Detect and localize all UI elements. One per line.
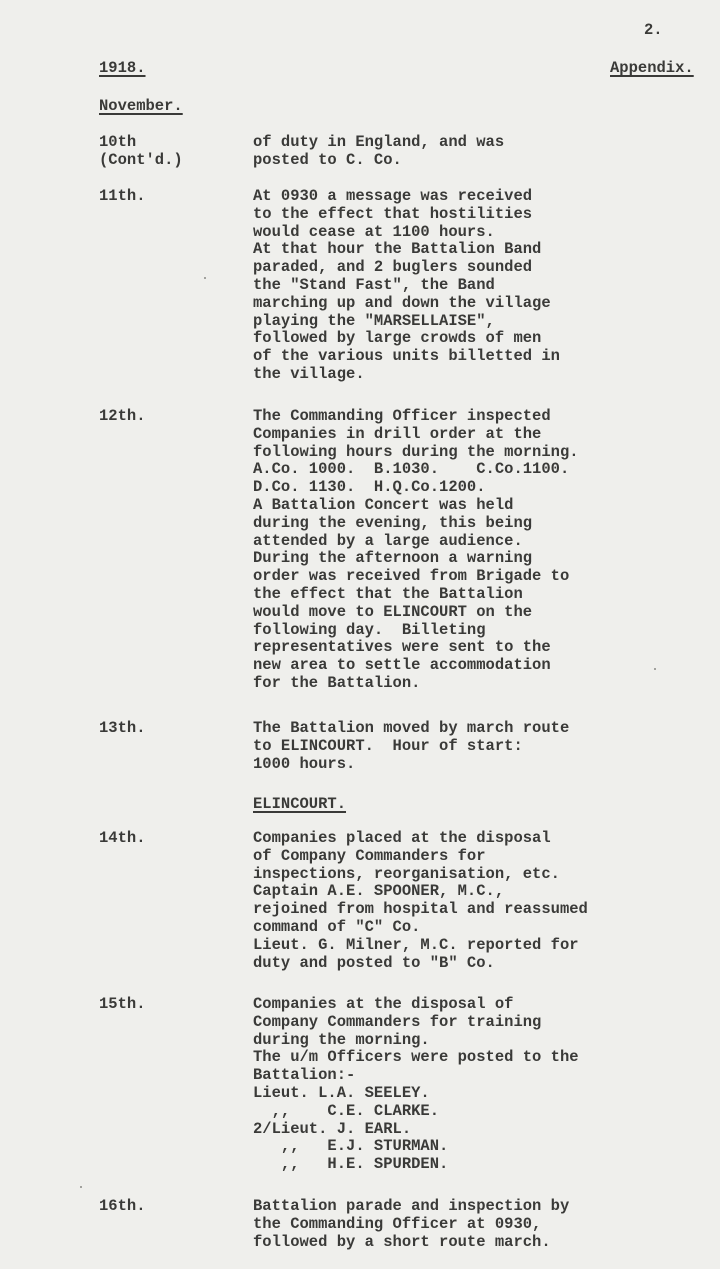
paper-speck <box>80 1186 82 1188</box>
entry-text-line: paraded, and 2 buglers sounded <box>253 258 533 277</box>
entry-text-line: The Battalion moved by march route <box>253 719 570 737</box>
entry-date: 11th. <box>99 187 146 205</box>
entry-text-line: 1000 hours. <box>253 754 356 773</box>
entry-text-line: duty and posted to "B" Co. <box>253 953 495 972</box>
paper-speck <box>654 668 656 670</box>
entry-text-line: During the afternoon a warning <box>253 549 533 568</box>
entry-text-line: A Battalion Concert was held <box>253 496 514 514</box>
entry-date: 16th. <box>99 1197 146 1215</box>
paper-speck <box>204 277 206 279</box>
entry-text-line: At 0930 a message was received <box>253 187 533 205</box>
entry-date: 13th. <box>99 719 146 737</box>
page-number: 2. <box>644 21 663 39</box>
entry-text-line: Captain A.E. SPOONER, M.C., <box>253 882 505 901</box>
entry-text-line: playing the "MARSELLAISE", <box>253 311 495 330</box>
entry-text-line: representatives were sent to the <box>253 638 551 657</box>
entry-text-line: during the morning. <box>253 1030 430 1049</box>
entry-text-line: of duty in England, and was <box>253 133 505 151</box>
entry-text-line: inspections, reorganisation, etc. <box>253 864 560 883</box>
entry-text-line: of Company Commanders for <box>253 846 486 865</box>
entry-text-line: new area to settle accommodation <box>253 656 551 675</box>
entry-text-line: of the various units billetted in <box>253 347 560 366</box>
entry-text-line: to the effect that hostilities <box>253 204 533 223</box>
entry-text-line: would cease at 1100 hours. <box>253 222 495 241</box>
entry-text-line: to ELINCOURT. Hour of start: <box>253 736 523 755</box>
entry-text-line: 2/Lieut. J. EARL. <box>253 1119 412 1138</box>
entry-text-line: ,, H.E. SPURDEN. <box>253 1155 449 1174</box>
entry-date: 14th. <box>99 829 146 847</box>
entry-text-line: command of "C" Co. <box>253 918 421 936</box>
entry-date: (Cont'd.) <box>99 150 183 169</box>
entry-date: 12th. <box>99 407 146 425</box>
entry-date: 10th <box>99 133 137 151</box>
entry-text-line: during the evening, this being <box>253 513 533 532</box>
entry-text-line: The u/m Officers were posted to the <box>253 1048 579 1067</box>
entry-text-line: following hours during the morning. <box>253 442 579 461</box>
entry-text-line: the village. <box>253 365 365 383</box>
entry-text-line: for the Battalion. <box>253 674 421 692</box>
entry-text-line: ,, E.J. STURMAN. <box>253 1137 449 1156</box>
entry-text-line: ,, C.E. CLARKE. <box>253 1101 440 1120</box>
entry-text-line: D.Co. 1130. H.Q.Co.1200. <box>253 478 486 497</box>
entry-text-line: posted to C. Co. <box>253 150 402 169</box>
entry-text-line: Companies at the disposal of <box>253 995 514 1013</box>
entry-text-line: Companies in drill order at the <box>253 424 542 443</box>
entry-text-line: rejoined from hospital and reassumed <box>253 900 588 919</box>
entry-text-line: would move to ELINCOURT on the <box>253 602 533 621</box>
entry-text-line: A.Co. 1000. B.1030. C.Co.1100. <box>253 460 570 479</box>
entry-text-line: Lieut. G. Milner, M.C. reported for <box>253 935 579 954</box>
entry-text-line: Battalion parade and inspection by <box>253 1197 570 1215</box>
entry-text-line: Lieut. L.A. SEELEY. <box>253 1084 430 1102</box>
appendix-heading: Appendix. <box>610 59 694 77</box>
entry-text-line: followed by large crowds of men <box>253 329 542 348</box>
year-heading: 1918. <box>99 59 146 77</box>
entry-text-line: the "Stand Fast", the Band <box>253 276 495 294</box>
entry-text-line: Company Commanders for training <box>253 1012 542 1031</box>
entry-text-line: the effect that the Battalion <box>253 585 523 603</box>
month-heading: November. <box>99 97 183 115</box>
entry-date: 15th. <box>99 995 146 1013</box>
entry-text-line: The Commanding Officer inspected <box>253 407 551 425</box>
entry-text-line: attended by a large audience. <box>253 531 523 550</box>
entry-text-line: Battalion:- <box>253 1066 356 1085</box>
entry-text-line: following day. Billeting <box>253 620 486 639</box>
entry-text-line: At that hour the Battalion Band <box>253 240 542 259</box>
entry-text-line: followed by a short route march. <box>253 1232 551 1251</box>
location-heading: ELINCOURT. <box>253 795 347 813</box>
entry-text-line: the Commanding Officer at 0930, <box>253 1214 542 1233</box>
entry-text-line: order was received from Brigade to <box>253 567 570 586</box>
entry-text-line: marching up and down the village <box>253 293 551 312</box>
entry-text-line: Companies placed at the disposal <box>253 829 551 847</box>
